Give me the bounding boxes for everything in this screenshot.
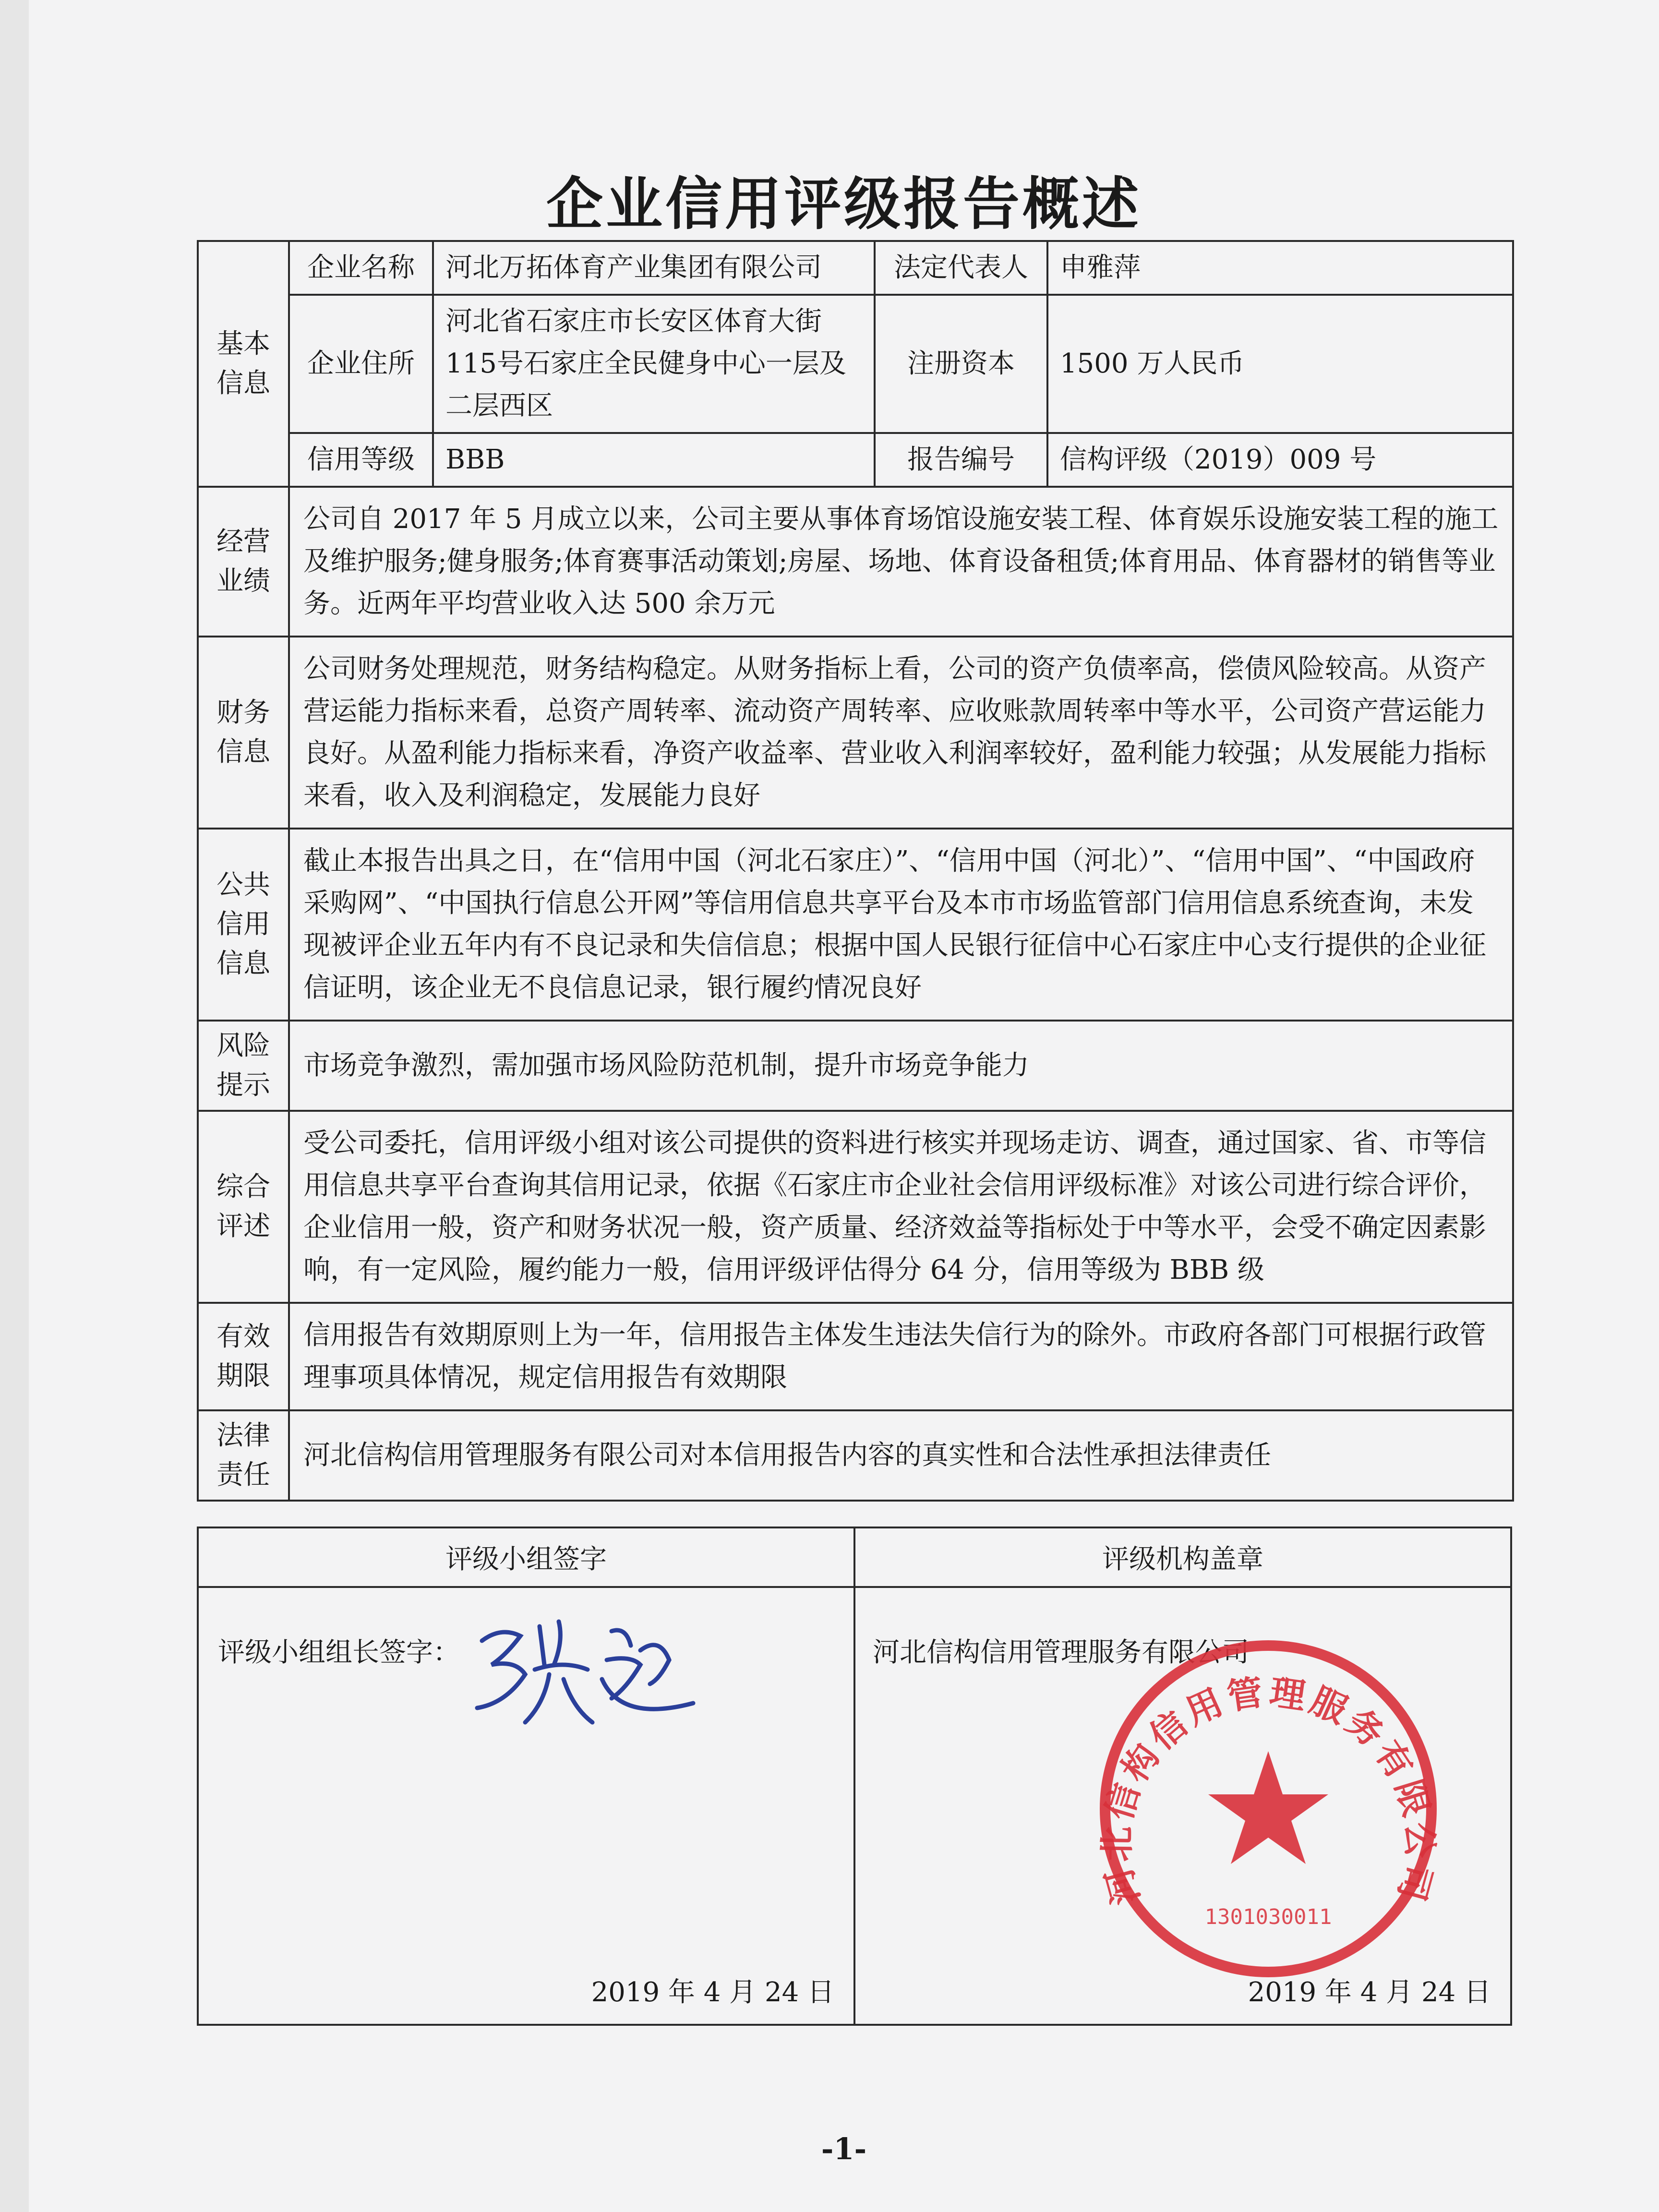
validity-label: 有效期限 [198,1303,289,1410]
row-business [198,487,1513,637]
address-label: 企业住所 [289,295,433,433]
row-company-name [198,241,1513,295]
group-signature-cell [198,1587,854,2025]
company-name-value: 河北万拓体育产业集团有限公司 [433,241,875,295]
legal-rep-label: 法定代表人 [875,241,1047,295]
address-value: 河北省石家庄市长安区体育大街115号石家庄全民健身中心一层及二层西区 [433,295,875,433]
page-number: -1- [821,2131,867,2166]
row-public [198,829,1513,1021]
handwritten-signature [468,1607,708,1732]
agency-seal-date: 2019 年 4 月 24 日 [1248,1977,1491,2008]
report-table [197,240,1514,1502]
legal-rep-value: 申雅萍 [1047,241,1513,295]
basic-info-label: 基本信息 [198,241,289,487]
agency-seal-cell [854,1587,1511,2025]
validity-text: 信用报告有效期原则上为一年，信用报告主体发生违法失信行为的除外。市政府各部门可根据行政管理事项具体情况，规定信用报告有效期限 [289,1303,1513,1410]
row-risk [198,1021,1513,1111]
business-label: 经营业绩 [198,487,289,637]
row-grade [198,433,1513,487]
signing-table [197,1527,1512,2026]
document-page [29,0,1659,2212]
leader-signature-label: 评级小组组长签字： [218,1637,460,1668]
group-signature-header: 评级小组签字 [198,1527,854,1587]
row-summary [198,1111,1513,1303]
svg-text:1301030011: 1301030011 [1204,1905,1332,1929]
page-title: 企业信用评级报告概述 [546,171,1142,237]
capital-value: 1500 万人民币 [1047,295,1513,433]
risk-text: 市场竞争激烈，需加强市场风险防范机制，提升市场竞争能力 [289,1021,1513,1111]
grade-value: BBB [433,433,875,487]
grade-label: 信用等级 [289,433,433,487]
business-text: 公司自 2017 年 5 月成立以来，公司主要从事体育场馆设施安装工程、体育娱乐设施安装工程的施工及维护服务;健身服务;体育赛事活动策划;房屋、场地、体育设备租赁;体育用品、体育器材的销售等业务。近两年平均营业收入达 500 余万元 [289,487,1513,637]
capital-label: 注册资本 [875,295,1047,433]
summary-label: 综合评述 [198,1111,289,1303]
group-sign-date: 2019 年 4 月 24 日 [591,1977,834,2008]
company-name-label: 企业名称 [289,241,433,295]
row-validity [198,1303,1513,1410]
report-no-label: 报告编号 [875,433,1047,487]
svg-text:河北信构信用管理服务有限公司: 河北信构信用管理服务有限公司 [1096,1671,1441,1909]
finance-label: 财务信息 [198,637,289,829]
agency-name: 河北信构信用管理服务有限公司 [873,1637,1249,1668]
legal-label: 法律责任 [198,1410,289,1501]
finance-text: 公司财务处理规范，财务结构稳定。从财务指标上看，公司的资产负债率高，偿债风险较高。从资产营运能力指标来看，总资产周转率、流动资产周转率、应收账款周转率中等水平，公司资产营运能力良好。从盈利能力指标来看，净资产收益率、营业收入利润率较好，盈利能力较强；从发展能力指标来看，收入及利润稳定，发展能力良好 [289,637,1513,829]
row-finance [198,637,1513,829]
report-no-value: 信构评级（2019）009 号 [1047,433,1513,487]
public-label: 公共信用信息 [198,829,289,1021]
row-address [198,295,1513,433]
summary-text: 受公司委托，信用评级小组对该公司提供的资料进行核实并现场走访、调查，通过国家、省、市等信用信息共享平台查询其信用记录，依据《石家庄市企业社会信用评级标准》对该公司进行综合评价，企业信用一般，资产和财务状况一般，资产质量、经济效益等指标处于中等水平，会受不确定因素影响，有一定风险，履约能力一般，信用评级评估得分 64 分，信用等级为 BBB 级 [289,1111,1513,1303]
agency-seal-header: 评级机构盖章 [854,1527,1511,1587]
public-text: 截止本报告出具之日，在“信用中国（河北石家庄）”、“信用中国（河北）”、“信用中国”、“中国政府采购网”、“中国执行信息公开网”等信用信息共享平台及本市市场监管部门信用信息系统查询，未发现被评企业五年内有不良记录和失信信息；根据中国人民银行征信中心石家庄中心支行提供的企业征信证明，该企业无不良信息记录，银行履约情况良好 [289,829,1513,1021]
company-seal [1028,1607,1508,2001]
risk-label: 风险提示 [198,1021,289,1111]
legal-text: 河北信构信用管理服务有限公司对本信用报告内容的真实性和合法性承担法律责任 [289,1410,1513,1501]
row-legal [198,1410,1513,1501]
